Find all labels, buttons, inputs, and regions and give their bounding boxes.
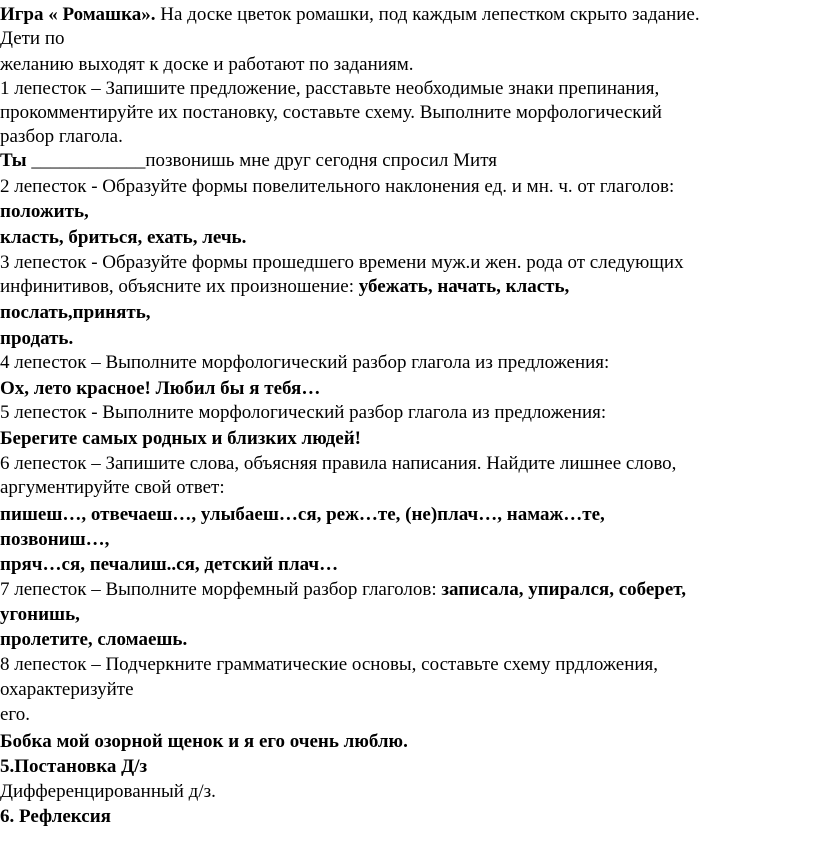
intro-line-2: Дети по	[0, 28, 65, 49]
intro-line-3: желанию выходят к доске и работают по заданиям.	[0, 54, 414, 75]
petal-6-words-2: позвониш…,	[0, 529, 110, 550]
petal-7-words-line-2	[0, 604, 816, 626]
petal-5-sentence-line	[0, 428, 816, 450]
petal-4-sentence: Ох, лето красное! Любил бы я тебя…	[0, 378, 321, 399]
petal-3-words-line-2	[0, 302, 816, 324]
petal-6-words-3: пряч…ся, печалиш..ся, детский плач…	[0, 554, 339, 575]
section-6-heading: 6. Рефлексия	[0, 806, 111, 827]
petal-8-instruction-3: его.	[0, 704, 31, 725]
sentence-rest: позвонишь мне друг сегодня спросил Митя	[145, 150, 497, 171]
petal-3-words-1: убежать, начать, класть,	[358, 276, 570, 297]
petal-3-words-2: послать,принять,	[0, 302, 151, 323]
petal-7-text: 7 лепесток – Выполните морфемный разбор глаголов:	[0, 579, 442, 600]
sentence-blank: ____________	[26, 150, 146, 171]
petal-4-instruction: 4 лепесток – Выполните морфологический разбор глагола из предложения:	[0, 352, 610, 373]
petal-7-words-3: пролетите, сломаешь.	[0, 629, 188, 650]
intro-text: На доске цветок ромашки, под каждым лепестком скрыто задание.	[155, 4, 700, 25]
section-6-heading-line	[0, 806, 816, 828]
petal-6-words-line-3	[0, 554, 816, 576]
petal-6-words-line-2	[0, 529, 816, 551]
petal-7-words-2: угонишь,	[0, 604, 80, 625]
petal-1-sentence	[0, 150, 816, 172]
petal-7-instruction	[0, 579, 816, 601]
petal-3-text: инфинитивов, объясните их произношение:	[0, 276, 359, 297]
petal-6-words-line-1	[0, 504, 816, 526]
petal-2-words-line-1	[0, 201, 816, 223]
sentence-start: Ты	[0, 150, 27, 171]
petal-2-words-line-2	[0, 227, 816, 249]
petal-2-instruction: 2 лепесток - Образуйте формы повелительного наклонения ед. и мн. ч. от глаголов:	[0, 176, 675, 197]
petal-3-instruction-2	[0, 276, 816, 298]
petal-2-words-2: класть, бриться, ехать, лечь.	[0, 227, 247, 248]
petal-8-instruction-2: охарактеризуйте	[0, 679, 134, 700]
intro-line-1	[0, 4, 816, 26]
petal-5-sentence: Берегите самых родных и близких людей!	[0, 428, 361, 449]
petal-3-words-line-3	[0, 328, 816, 350]
petal-8-sentence-line	[0, 731, 816, 753]
petal-3-words-3: продать.	[0, 328, 74, 349]
petal-1-instruction-2: прокомментируйте их постановку, составьте схему. Выполните морфологический	[0, 102, 662, 123]
petal-3-instruction: 3 лепесток - Образуйте формы прошедшего времени муж.и жен. рода от следующих	[0, 252, 684, 273]
section-5-heading-line	[0, 756, 816, 778]
petal-1-instruction-3: разбор глагола.	[0, 126, 123, 147]
section-5-text: Дифференцированный д/з.	[0, 781, 216, 802]
petal-7-words-1: записала, упирался, соберет,	[441, 579, 686, 600]
petal-8-instruction: 8 лепесток – Подчеркните грамматические основы, составьте схему прдложения,	[0, 654, 659, 675]
petal-5-instruction: 5 лепесток - Выполните морфологический разбор глагола из предложения:	[0, 402, 607, 423]
petal-7-words-line-3	[0, 629, 816, 651]
petal-8-sentence: Бобка мой озорной щенок и я его очень люблю.	[0, 731, 408, 752]
game-title: Игра « Ромашка».	[0, 4, 156, 25]
petal-6-instruction: 6 лепесток – Запишите слова, объясняя правила написания. Найдите лишнее слово,	[0, 453, 677, 474]
petal-1-instruction: 1 лепесток – Запишите предложение, расставьте необходимые знаки препинания,	[0, 78, 660, 99]
petal-6-words-1: пишеш…, отвечаеш…, улыбаеш…ся, реж…те, (не)плач…, намаж…те,	[0, 504, 605, 525]
petal-4-sentence-line	[0, 378, 816, 400]
petal-2-words-1: положить,	[0, 201, 89, 222]
petal-6-instruction-2: аргументируйте свой ответ:	[0, 477, 225, 498]
section-5-heading: 5.Постановка Д/з	[0, 756, 148, 777]
